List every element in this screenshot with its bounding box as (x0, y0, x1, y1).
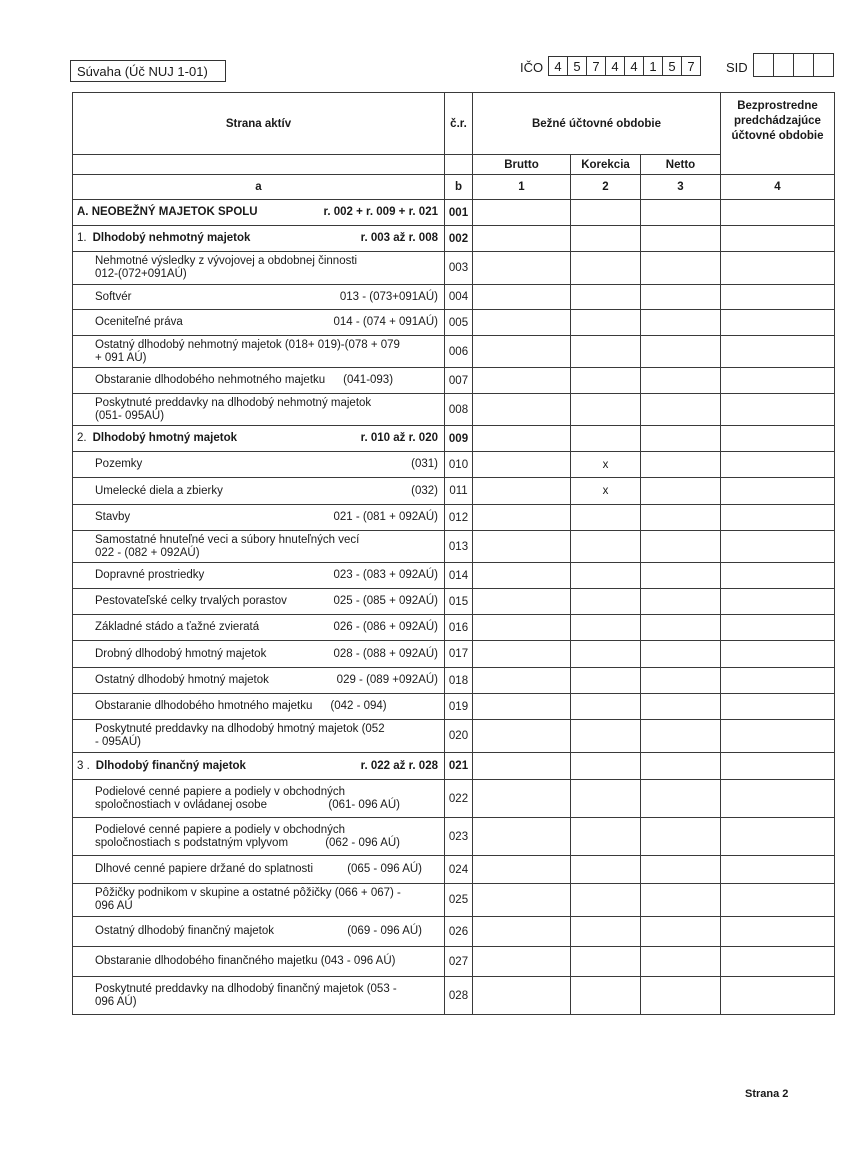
table-row (73, 285, 835, 310)
row-number: 022 (445, 780, 473, 818)
value-cell[interactable] (721, 368, 835, 394)
value-cell[interactable] (473, 668, 571, 694)
row-number: 012 (445, 505, 473, 531)
row-label: A. NEOBEŽNÝ MAJETOK SPOLU r. 002 + r. 009 + r. 021 (73, 200, 445, 226)
value-cell[interactable] (473, 285, 571, 310)
value-cell[interactable] (721, 478, 835, 505)
value-cell[interactable] (571, 394, 641, 426)
value-cell[interactable] (641, 917, 721, 947)
row-label: Základné stádo a ťažné zvieratá 026 - (086 + 092AÚ) (73, 615, 445, 641)
ico-label: IČO (520, 60, 544, 75)
row-label: Pôžičky podnikom v skupine a ostatné pôžičky (066 + 067) - 096 AÚ (73, 884, 445, 917)
sid-digit[interactable] (793, 53, 814, 77)
value-cell[interactable] (571, 505, 641, 531)
value-cell[interactable] (473, 531, 571, 563)
row-label: Obstaranie dlhodobého finančného majetku (043 - 096 AÚ) (73, 947, 445, 977)
value-cell[interactable] (571, 818, 641, 856)
value-cell[interactable] (641, 426, 721, 452)
table-row (73, 452, 835, 478)
row-label: Dlhové cenné papiere držané do splatnosti (065 - 096 AÚ) (73, 856, 445, 884)
value-cell[interactable] (641, 200, 721, 226)
col-number-4: 4 (721, 175, 835, 200)
section-label: 3 . Dlhodobý finančný majetok r. 022 až r. 028 (73, 753, 445, 780)
value-cell[interactable] (641, 641, 721, 668)
value-cell[interactable] (473, 200, 571, 226)
table-row (73, 947, 835, 977)
value-cell[interactable] (571, 856, 641, 884)
row-label: Podielové cenné papiere a podiely v obchodných spoločnostiach v ovládanej osobe (061- 096 AÚ) (73, 780, 445, 818)
table-row (73, 780, 835, 818)
row-label: Dopravné prostriedky 023 - (083 + 092AÚ) (73, 563, 445, 589)
table-row (73, 720, 835, 753)
value-cell[interactable] (721, 394, 835, 426)
table-row (73, 641, 835, 668)
value-cell[interactable] (473, 336, 571, 368)
row-number: 020 (445, 720, 473, 753)
value-cell[interactable] (571, 947, 641, 977)
table-row (73, 856, 835, 884)
table-row (73, 226, 835, 252)
row-label: Nehmotné výsledky z vývojovej a obdobnej činnosti 012-(072+091AÚ) (73, 252, 445, 285)
value-cell[interactable] (721, 753, 835, 780)
header-strana-aktiv: Strana aktív (73, 93, 445, 155)
table-row (73, 368, 835, 394)
value-cell[interactable] (473, 615, 571, 641)
x-mark: x (571, 478, 641, 505)
value-cell[interactable] (571, 563, 641, 589)
value-cell[interactable] (473, 977, 571, 1015)
row-label: Pozemky (031) (73, 452, 445, 478)
row-label: Poskytnuté preddavky na dlhodobý finančný majetok (053 - 096 AÚ) (73, 977, 445, 1015)
table-row (73, 426, 835, 452)
value-cell[interactable] (721, 426, 835, 452)
ico-digit[interactable]: 4 (624, 56, 644, 76)
row-number: 010 (445, 452, 473, 478)
row-number: 003 (445, 252, 473, 285)
row-number: 004 (445, 285, 473, 310)
row-label: Ostatný dlhodobý finančný majetok (069 - 096 AÚ) (73, 917, 445, 947)
value-cell[interactable] (571, 615, 641, 641)
row-number: 026 (445, 917, 473, 947)
row-number: 007 (445, 368, 473, 394)
value-cell[interactable] (571, 977, 641, 1015)
table-row (73, 336, 835, 368)
value-cell[interactable] (641, 336, 721, 368)
value-cell[interactable] (571, 694, 641, 720)
row-number: 028 (445, 977, 473, 1015)
section-number: 3 . (77, 759, 90, 772)
row-number: 027 (445, 947, 473, 977)
sid-digit[interactable] (753, 53, 774, 77)
value-cell[interactable] (641, 615, 721, 641)
value-cell[interactable] (721, 884, 835, 917)
value-cell[interactable] (473, 917, 571, 947)
value-cell[interactable] (721, 252, 835, 285)
value-cell[interactable] (571, 426, 641, 452)
header-predchadzajuce-obdobie (721, 93, 835, 175)
table-row (73, 884, 835, 917)
value-cell[interactable] (721, 977, 835, 1015)
row-number: 017 (445, 641, 473, 668)
table-row (73, 615, 835, 641)
value-cell[interactable] (473, 589, 571, 615)
value-cell[interactable] (721, 668, 835, 694)
header-predch-text: Bezprostredne predchádzajúce účtovné obdobie (731, 100, 824, 142)
row-number: 024 (445, 856, 473, 884)
sid-digit[interactable] (813, 53, 834, 77)
row-label: Podielové cenné papiere a podiely v obchodných spoločnostiach s podstatným vplyvom (062 - 096 AÚ) (73, 818, 445, 856)
value-cell[interactable] (721, 615, 835, 641)
col-number-3: 3 (641, 175, 721, 200)
table-row (73, 310, 835, 336)
header-korekcia: Korekcia (571, 155, 641, 175)
row-number: 019 (445, 694, 473, 720)
table-row (73, 668, 835, 694)
value-cell[interactable] (473, 368, 571, 394)
value-cell[interactable] (641, 668, 721, 694)
section-label: 1. Dlhodobý nehmotný majetok r. 003 až r. 008 (73, 226, 445, 252)
value-cell[interactable] (641, 531, 721, 563)
value-cell[interactable] (721, 285, 835, 310)
ico-digit[interactable]: 1 (643, 56, 663, 76)
row-number: 025 (445, 884, 473, 917)
row-number: 013 (445, 531, 473, 563)
row-label: Ostatný dlhodobý hmotný majetok 029 - (089 +092AÚ) (73, 668, 445, 694)
row-number: 001 (445, 200, 473, 226)
value-cell[interactable] (721, 856, 835, 884)
value-cell[interactable] (641, 563, 721, 589)
value-cell[interactable] (473, 818, 571, 856)
value-cell[interactable] (641, 884, 721, 917)
sid-label: SID (726, 60, 748, 75)
row-number: 014 (445, 563, 473, 589)
value-cell[interactable] (571, 285, 641, 310)
value-cell[interactable] (473, 563, 571, 589)
row-number: 006 (445, 336, 473, 368)
ico-digit[interactable]: 4 (548, 56, 568, 76)
value-cell[interactable] (641, 478, 721, 505)
value-cell[interactable] (473, 694, 571, 720)
value-cell[interactable] (473, 505, 571, 531)
value-cell[interactable] (721, 780, 835, 818)
value-cell[interactable] (473, 426, 571, 452)
table-row (73, 478, 835, 505)
value-cell[interactable] (641, 252, 721, 285)
value-cell[interactable] (473, 641, 571, 668)
ico-digit[interactable]: 5 (567, 56, 587, 76)
row-number: 023 (445, 818, 473, 856)
header-bezne-obdobie: Bežné účtovné obdobie (473, 93, 721, 155)
value-cell[interactable] (473, 452, 571, 478)
value-cell[interactable] (641, 720, 721, 753)
row-label: Obstaranie dlhodobého hmotného majetku (042 - 094) (73, 694, 445, 720)
table-row (73, 917, 835, 947)
value-cell[interactable] (641, 856, 721, 884)
value-cell[interactable] (571, 531, 641, 563)
value-cell[interactable] (571, 368, 641, 394)
value-cell[interactable] (721, 531, 835, 563)
value-cell[interactable] (641, 818, 721, 856)
value-cell[interactable] (641, 589, 721, 615)
value-cell[interactable] (641, 694, 721, 720)
sid-boxes (753, 53, 833, 77)
col-letter-b: b (445, 175, 473, 200)
value-cell[interactable] (721, 818, 835, 856)
row-number: 018 (445, 668, 473, 694)
value-cell[interactable] (571, 753, 641, 780)
value-cell[interactable] (571, 310, 641, 336)
value-cell[interactable] (721, 589, 835, 615)
value-cell[interactable] (721, 563, 835, 589)
value-cell[interactable] (571, 589, 641, 615)
table-row (73, 589, 835, 615)
row-number: 015 (445, 589, 473, 615)
header-empty-b (445, 155, 473, 175)
value-cell[interactable] (721, 917, 835, 947)
value-cell[interactable] (473, 856, 571, 884)
value-cell[interactable] (473, 394, 571, 426)
page-number: Strana 2 (745, 1088, 789, 1100)
row-number: 009 (445, 426, 473, 452)
value-cell[interactable] (641, 285, 721, 310)
row-label: Drobný dlhodobý hmotný majetok 028 - (088 + 092AÚ) (73, 641, 445, 668)
row-label: Samostatné hnuteľné veci a súbory hnuteľných vecí 022 - (082 + 092AÚ) (73, 531, 445, 563)
row-label: Poskytnuté preddavky na dlhodobý nehmotný majetok (051- 095AÚ) (73, 394, 445, 426)
value-cell[interactable] (473, 720, 571, 753)
row-label: Poskytnuté preddavky na dlhodobý hmotný majetok (052 - 095AÚ) (73, 720, 445, 753)
value-cell[interactable] (571, 884, 641, 917)
value-cell[interactable] (571, 641, 641, 668)
row-number: 002 (445, 226, 473, 252)
value-cell[interactable] (473, 884, 571, 917)
header-empty-a (73, 155, 445, 175)
header-brutto: Brutto (473, 155, 571, 175)
header-netto: Netto (641, 155, 721, 175)
col-number-2: 2 (571, 175, 641, 200)
row-label: Ostatný dlhodobý nehmotný majetok (018+ 019)-(078 + 079 + 091 AÚ) (73, 336, 445, 368)
balance-sheet-table (72, 92, 835, 1015)
ico-digit[interactable]: 5 (662, 56, 682, 76)
row-label: Stavby 021 - (081 + 092AÚ) (73, 505, 445, 531)
table-row (73, 200, 835, 226)
value-cell[interactable] (721, 226, 835, 252)
row-number: 008 (445, 394, 473, 426)
table-row (73, 753, 835, 780)
ico-digit[interactable]: 7 (586, 56, 606, 76)
value-cell[interactable] (473, 753, 571, 780)
value-cell[interactable] (473, 947, 571, 977)
table-row (73, 977, 835, 1015)
value-cell[interactable] (641, 505, 721, 531)
value-cell[interactable] (473, 226, 571, 252)
row-label: Softvér 013 - (073+091AÚ) (73, 285, 445, 310)
col-letter-a: a (73, 175, 445, 200)
value-cell[interactable] (641, 753, 721, 780)
table-row (73, 694, 835, 720)
value-cell[interactable] (721, 200, 835, 226)
table-row (73, 531, 835, 563)
value-cell[interactable] (571, 917, 641, 947)
row-number: 016 (445, 615, 473, 641)
value-cell[interactable] (571, 668, 641, 694)
row-label: Oceniteľné práva 014 - (074 + 091AÚ) (73, 310, 445, 336)
form-title: Súvaha (Úč NUJ 1-01) (70, 60, 226, 82)
section-number: 2. (77, 432, 87, 444)
row-number: 005 (445, 310, 473, 336)
value-cell[interactable] (641, 780, 721, 818)
value-cell[interactable] (571, 780, 641, 818)
value-cell[interactable] (641, 394, 721, 426)
table-row (73, 818, 835, 856)
value-cell[interactable] (641, 947, 721, 977)
row-label: Pestovateľské celky trvalých porastov 025 - (085 + 092AÚ) (73, 589, 445, 615)
row-number: 021 (445, 753, 473, 780)
value-cell[interactable] (721, 310, 835, 336)
value-cell[interactable] (641, 977, 721, 1015)
value-cell[interactable] (721, 694, 835, 720)
value-cell[interactable] (473, 252, 571, 285)
value-cell[interactable] (721, 641, 835, 668)
value-cell[interactable] (641, 452, 721, 478)
table-row (73, 505, 835, 531)
value-cell[interactable] (571, 200, 641, 226)
row-label: Obstaranie dlhodobého nehmotného majetku (041-093) (73, 368, 445, 394)
value-cell[interactable] (473, 310, 571, 336)
table-row (73, 252, 835, 285)
value-cell[interactable] (571, 252, 641, 285)
value-cell[interactable] (721, 336, 835, 368)
value-cell[interactable] (571, 336, 641, 368)
row-number: 011 (445, 478, 473, 505)
section-label: 2. Dlhodobý hmotný majetok r. 010 až r. 020 (73, 426, 445, 452)
value-cell[interactable] (571, 226, 641, 252)
row-label: Umelecké diela a zbierky (032) (73, 478, 445, 505)
value-cell[interactable] (721, 452, 835, 478)
sid-digit[interactable] (773, 53, 794, 77)
value-cell[interactable] (571, 720, 641, 753)
section-number: 1. (77, 232, 87, 244)
value-cell[interactable] (641, 226, 721, 252)
value-cell[interactable] (473, 478, 571, 505)
ico-digit[interactable]: 4 (605, 56, 625, 76)
table-row (73, 563, 835, 589)
table-row (73, 394, 835, 426)
value-cell[interactable] (721, 505, 835, 531)
ico-boxes (548, 56, 700, 76)
value-cell[interactable] (721, 720, 835, 753)
header-cr: č.r. (445, 93, 473, 155)
ico-digit[interactable]: 7 (681, 56, 701, 76)
value-cell[interactable] (641, 368, 721, 394)
x-mark: x (571, 452, 641, 478)
value-cell[interactable] (641, 310, 721, 336)
col-number-1: 1 (473, 175, 571, 200)
value-cell[interactable] (721, 947, 835, 977)
value-cell[interactable] (473, 780, 571, 818)
